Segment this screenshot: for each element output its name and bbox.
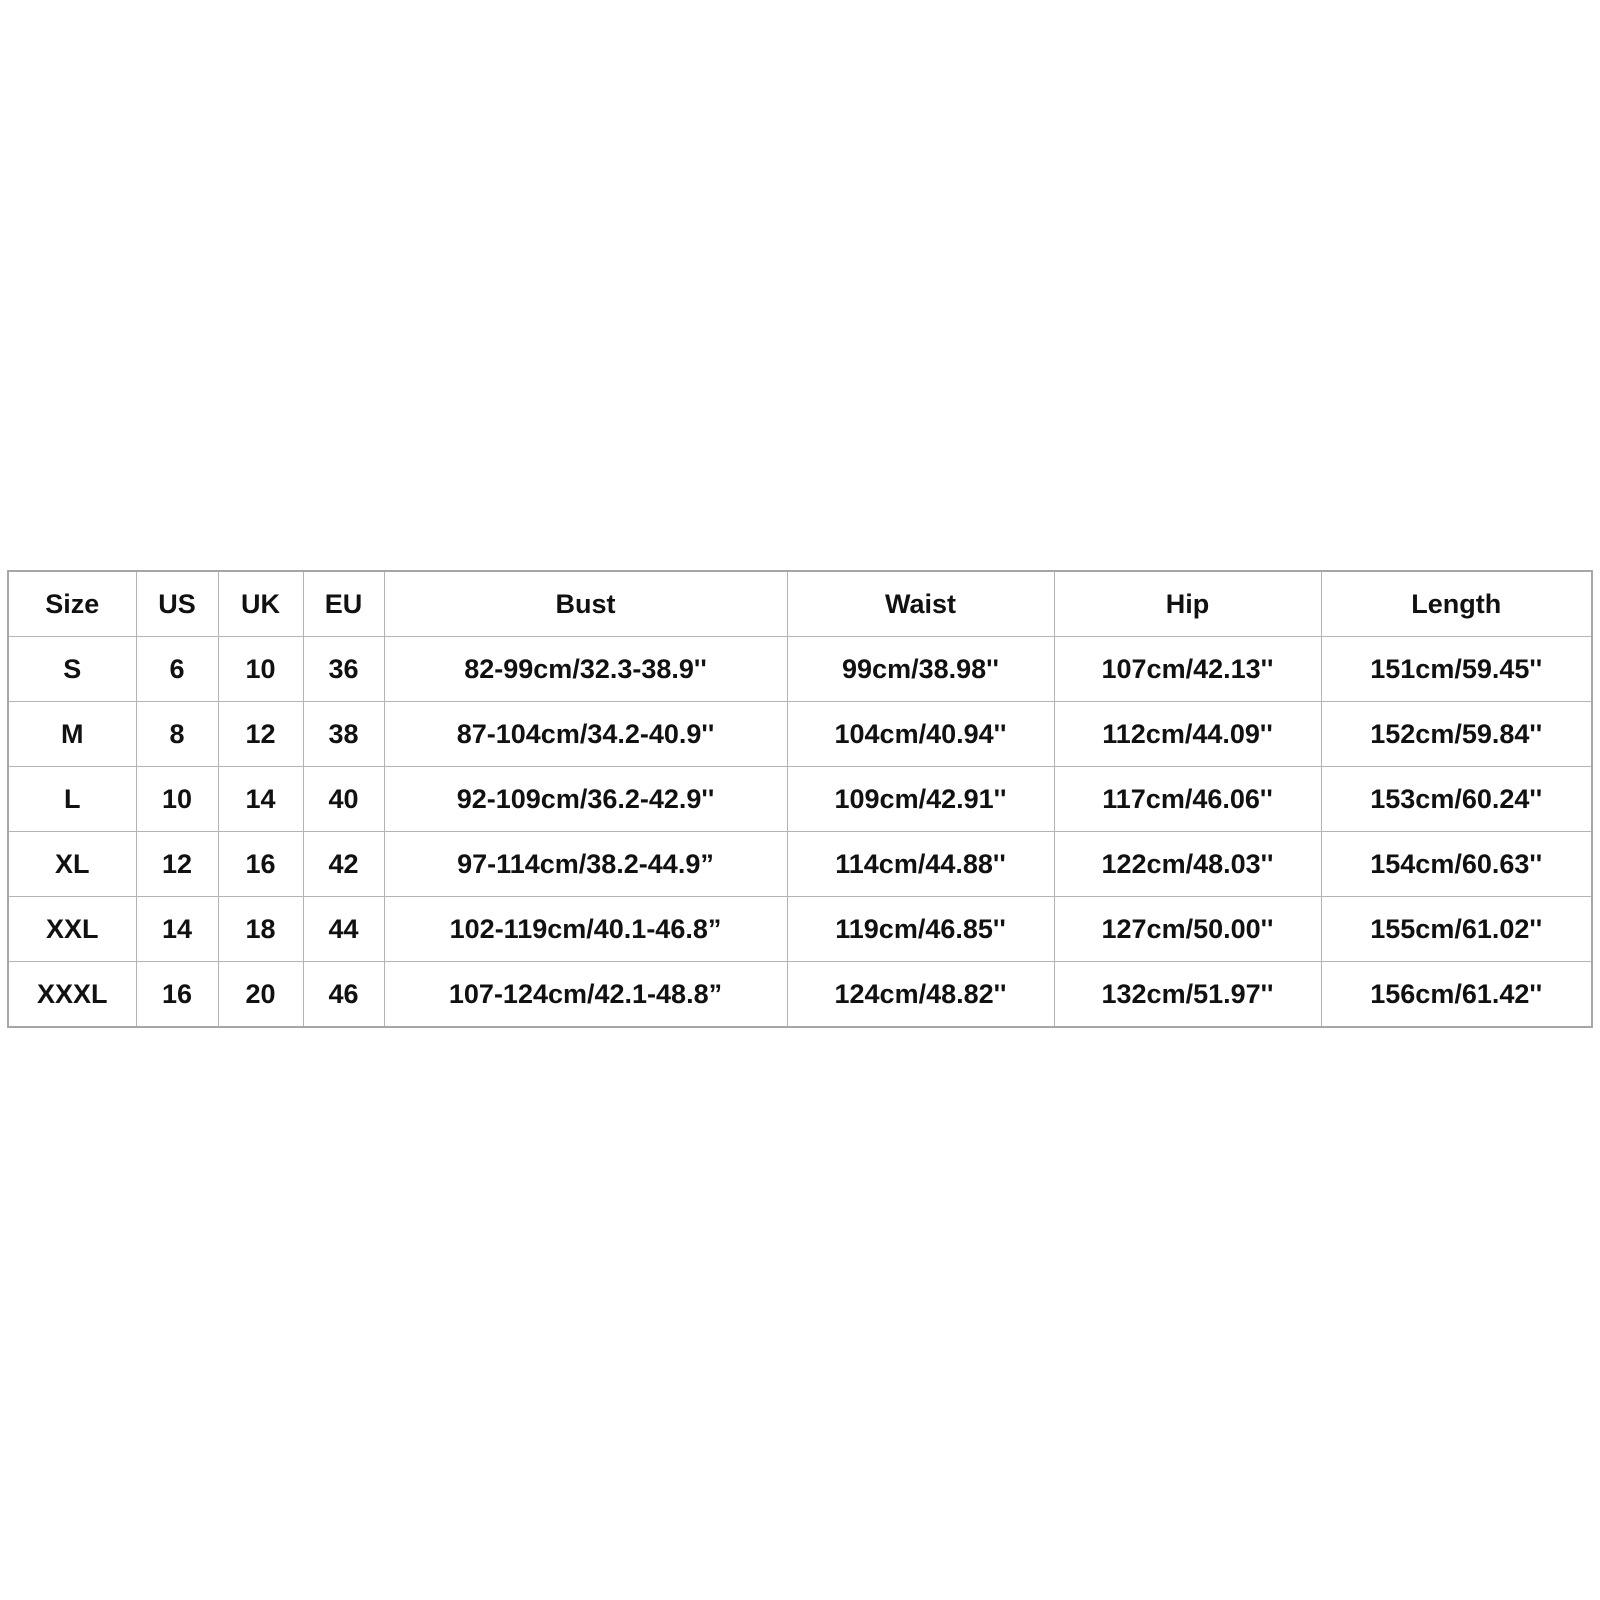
- cell-hip: 132cm/51.97'': [1054, 962, 1321, 1028]
- header-hip: Hip: [1054, 571, 1321, 637]
- table-row: [8, 767, 1592, 832]
- cell-waist: 99cm/38.98'': [787, 637, 1054, 702]
- size-chart-header: [8, 571, 1592, 637]
- cell-hip: 127cm/50.00'': [1054, 897, 1321, 962]
- cell-bust: 107-124cm/42.1-48.8”: [384, 962, 787, 1028]
- cell-length: 152cm/59.84'': [1321, 702, 1592, 767]
- cell-eu: 46: [303, 962, 384, 1028]
- cell-uk: 10: [218, 637, 303, 702]
- cell-bust: 92-109cm/36.2-42.9'': [384, 767, 787, 832]
- cell-uk: 16: [218, 832, 303, 897]
- cell-hip: 112cm/44.09'': [1054, 702, 1321, 767]
- cell-us: 8: [136, 702, 218, 767]
- cell-us: 14: [136, 897, 218, 962]
- cell-eu: 38: [303, 702, 384, 767]
- cell-uk: 18: [218, 897, 303, 962]
- header-waist: Waist: [787, 571, 1054, 637]
- cell-us: 16: [136, 962, 218, 1028]
- cell-size: XXXL: [8, 962, 136, 1028]
- cell-eu: 36: [303, 637, 384, 702]
- size-chart-body: [8, 637, 1592, 1028]
- cell-us: 6: [136, 637, 218, 702]
- cell-waist: 124cm/48.82'': [787, 962, 1054, 1028]
- cell-waist: 114cm/44.88'': [787, 832, 1054, 897]
- cell-size: XL: [8, 832, 136, 897]
- cell-hip: 117cm/46.06'': [1054, 767, 1321, 832]
- table-row: [8, 832, 1592, 897]
- header-row: [8, 571, 1592, 637]
- cell-length: 154cm/60.63'': [1321, 832, 1592, 897]
- cell-length: 156cm/61.42'': [1321, 962, 1592, 1028]
- cell-waist: 104cm/40.94'': [787, 702, 1054, 767]
- cell-uk: 14: [218, 767, 303, 832]
- cell-us: 12: [136, 832, 218, 897]
- table-row: [8, 897, 1592, 962]
- cell-us: 10: [136, 767, 218, 832]
- header-size: Size: [8, 571, 136, 637]
- cell-size: M: [8, 702, 136, 767]
- cell-length: 153cm/60.24'': [1321, 767, 1592, 832]
- size-chart-table: [7, 570, 1593, 1028]
- cell-length: 155cm/61.02'': [1321, 897, 1592, 962]
- header-us: US: [136, 571, 218, 637]
- cell-eu: 40: [303, 767, 384, 832]
- cell-eu: 42: [303, 832, 384, 897]
- cell-eu: 44: [303, 897, 384, 962]
- cell-hip: 122cm/48.03'': [1054, 832, 1321, 897]
- cell-bust: 82-99cm/32.3-38.9'': [384, 637, 787, 702]
- header-length: Length: [1321, 571, 1592, 637]
- header-bust: Bust: [384, 571, 787, 637]
- header-eu: EU: [303, 571, 384, 637]
- cell-length: 151cm/59.45'': [1321, 637, 1592, 702]
- header-uk: UK: [218, 571, 303, 637]
- table-row: [8, 962, 1592, 1028]
- table-row: [8, 702, 1592, 767]
- cell-size: S: [8, 637, 136, 702]
- cell-hip: 107cm/42.13'': [1054, 637, 1321, 702]
- cell-waist: 109cm/42.91'': [787, 767, 1054, 832]
- table-row: [8, 637, 1592, 702]
- cell-bust: 97-114cm/38.2-44.9”: [384, 832, 787, 897]
- cell-size: L: [8, 767, 136, 832]
- cell-bust: 102-119cm/40.1-46.8”: [384, 897, 787, 962]
- cell-bust: 87-104cm/34.2-40.9'': [384, 702, 787, 767]
- cell-size: XXL: [8, 897, 136, 962]
- cell-waist: 119cm/46.85'': [787, 897, 1054, 962]
- cell-uk: 12: [218, 702, 303, 767]
- cell-uk: 20: [218, 962, 303, 1028]
